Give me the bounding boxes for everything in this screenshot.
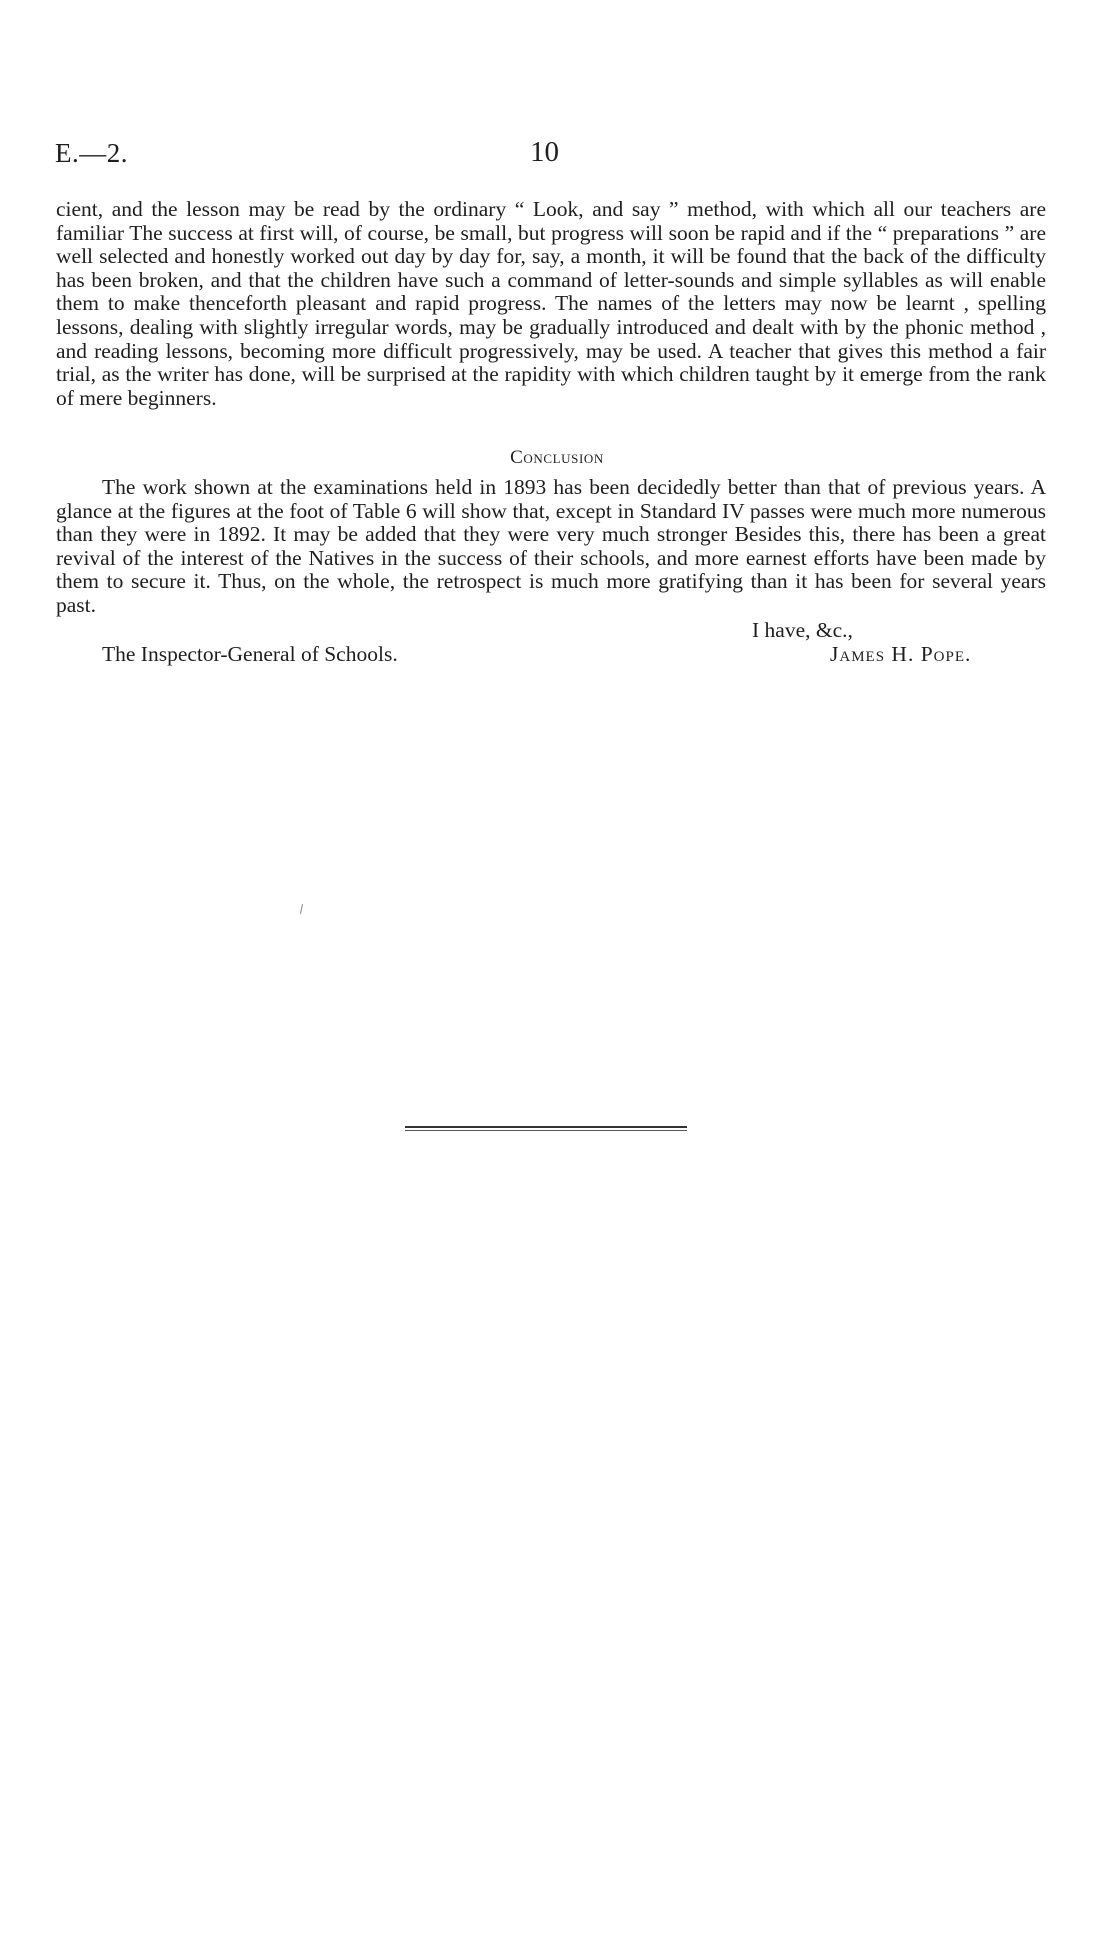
signature: James H. Pope. (830, 642, 972, 666)
addressee: The Inspector-General of Schools. (102, 642, 398, 666)
body-paragraph: cient, and the lesson may be read by the ordinary “ Look, and say ” method, with which all our teachers are familiar The success at first will, of course, be small, but progress will soon be rapid and if the “ preparations ” are well selected and honestly worked out day by day for, say, a month, it will be found that the back of the difficulty has been broken, and that the children have such a command of letter-sounds and simple syllables as will enable them to make thenceforth pleasant and rapid progress. The names of the letters may now be learnt , spelling lessons, dealing with slightly irregular words, may be gradually introduced and dealt with by the phonic method , and reading lessons, becoming more difficult progressively, may be used. A teacher that gives this method a fair trial, as the writer has done, will be surprised at the rapidity with which children taught by it emerge from the rank of mere beginners. (56, 197, 1046, 410)
parliamentary-paper-reference: E.—2. (55, 138, 128, 168)
rule-line-thick (405, 1126, 687, 1128)
section-heading-conclusion: Conclusion (510, 447, 604, 468)
page-number: 10 (530, 136, 559, 168)
end-of-document-rule (405, 1126, 687, 1131)
conclusion-paragraph: The work shown at the examinations held in 1893 has been decidedly better than that of previous years. A glance at the figures at the foot of Table 6 will show that, except in Standard IV passes were much more numerous than they were in 1892. It may be added that they were very much stronger Besides this, there has been a great revival of the interest of the Natives in the success of their schools, and more earnest efforts have been made by them to secure it. Thus, on the whole, the retrospect is much more gratifying than it has been for several years past. (56, 475, 1046, 617)
stray-print-mark (300, 904, 303, 914)
closing-salutation: I have, &c., (752, 618, 853, 642)
rule-line-thin (405, 1130, 687, 1131)
